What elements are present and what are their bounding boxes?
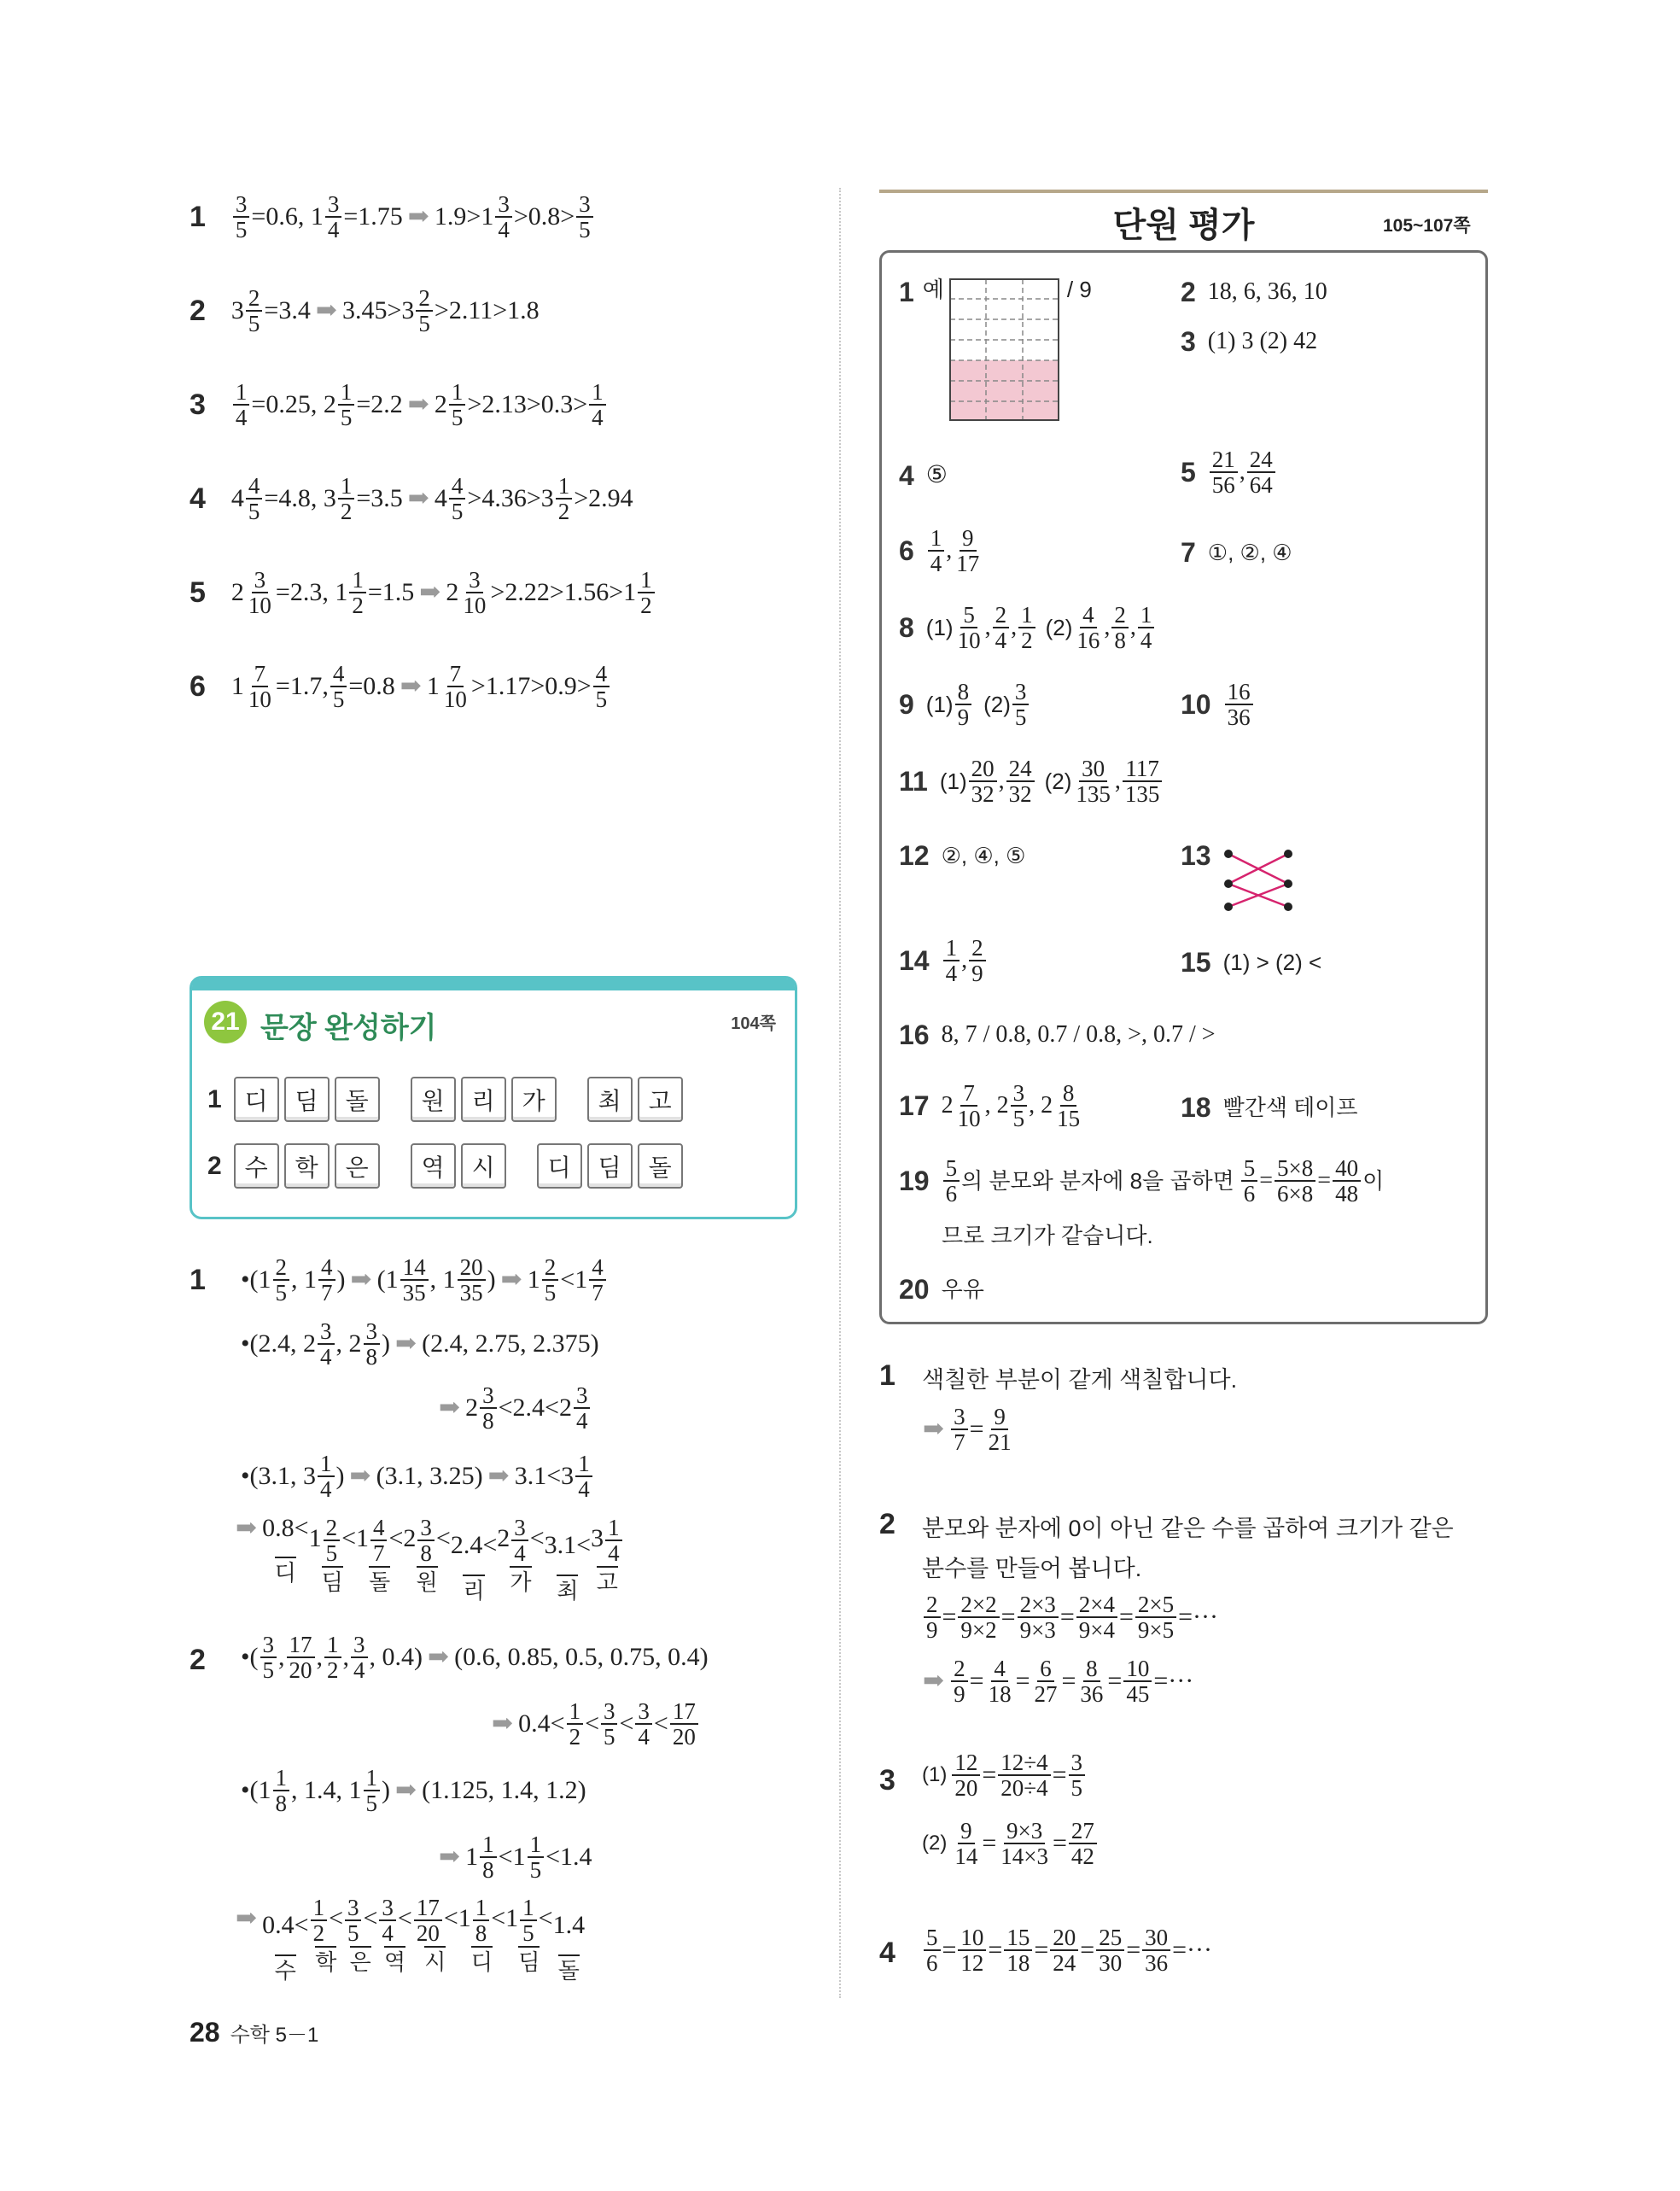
eval-q9: 9 (1) 8 9 (2) 3 5 (899, 680, 1030, 730)
explanation-3-2: (2) 9 14 = 9×3 14×3 = 27 42 (922, 1819, 1099, 1869)
answer-row-3: 3 1 4 =0.25, 2 1 5 =2.2 ➡ 2 1 5 >2.13>0.3> 1 4 (190, 380, 608, 430)
tile-row-2: 2 수 학 은 역 시 디 딤 돌 (207, 1143, 714, 1189)
eval-q1: 1 예 / 9 (899, 278, 1092, 422)
eval-q20: 20 우유 (899, 1274, 984, 1305)
tile-row-1: 1 디 딤 돌 원 리 가 최 고 (207, 1077, 714, 1122)
eval-q3: 3 (1) 3 (2) 42 (1181, 326, 1318, 357)
section-page-ref: 104쪽 (731, 1014, 776, 1033)
explanation-2a: 분모와 분자에 0이 아닌 같은 수를 곱하여 크기가 같은 (922, 1516, 1454, 1541)
tile: 리 (461, 1077, 506, 1122)
explanation-2-eq2: ➡ 2 9 = 4 18 = 6 27 = 8 36 = 10 45 =··· (923, 1656, 1194, 1708)
tile: 은 (335, 1143, 380, 1189)
eval-top-bar (879, 190, 1488, 193)
eval-q17: 17 2 7 10 , 2 3 5 , 2 8 15 (899, 1080, 1081, 1132)
explanation-1: 색칠한 부분이 같게 색칠합니다. (922, 1367, 1238, 1393)
tile: 돌 (638, 1143, 683, 1189)
sol1-line-3: ➡ 2 3 8 <2.4<2 3 4 (434, 1383, 592, 1434)
explanation-4: 5 6 = 10 12 = 15 18 = 20 24 = 25 30 = 30 36 =··· (922, 1925, 1212, 1976)
tile: 딤 (284, 1077, 330, 1122)
sol1-line-2: •(2.4, 2 3 4 , 2 3 8 ) ➡ (2.4, 2.75, 2.375) (241, 1318, 599, 1370)
section-21-box (190, 976, 797, 1219)
sol1-line-4: •(3.1, 3 1 4 ) ➡ (3.1, 3.25) ➡ 3.1<3 1 4 (241, 1452, 594, 1502)
explanation-2b: 분수를 만들어 봅니다. (922, 1556, 1142, 1581)
tile: 디 (234, 1077, 279, 1122)
eval-q13: 13 (1181, 842, 1297, 914)
answer-row-1: 1 3 5 =0.6, 1 3 4 =1.75 ➡ 1.9>1 3 4 >0.8> 3 5 (190, 192, 595, 242)
tile: 디 (537, 1143, 582, 1189)
eval-title: 단원 평가 (1112, 207, 1255, 244)
eval-q18: 18 빨간색 테이프 (1181, 1092, 1358, 1123)
eval-q5: 5 21 56 , 24 64 (1181, 447, 1277, 498)
tile: 수 (234, 1143, 279, 1189)
tile: 가 (511, 1077, 557, 1122)
page-footer (190, 2017, 318, 2048)
eval-q19-cont: 므로 크기가 같습니다. (942, 1223, 1153, 1248)
tile: 역 (411, 1143, 456, 1189)
eval-q15: 15 (1) > (2) < (1181, 947, 1322, 978)
sol2-line-1: •( 3 5 , 17 20 , 1 2 , 3 4 , 0.4) ➡ (0.6, 0.85, 0.5, 0.75, 0.4) (241, 1632, 709, 1684)
section-badge: 21 (204, 1001, 247, 1043)
eval-q4: 4 ⑤ (899, 460, 948, 491)
sol2-line-2: ➡ 0.4< 1 2 < 3 5 < 3 4 < 17 20 (487, 1699, 700, 1750)
sol2-line-4: ➡ 1 1 8 <1 1 5 <1.4 (439, 1832, 592, 1884)
subject-label: 수학 5－1 (230, 2024, 319, 2047)
eval-q2: 2 18, 6, 36, 10 (1181, 277, 1327, 307)
section-title: 문장 완성하기 (260, 1012, 437, 1044)
tile: 딤 (587, 1143, 633, 1189)
eval-q11: 11 (1) 20 32 , 24 32 (2) 30 135 , 117 135 (899, 757, 1164, 807)
answer-row-2: 2 3 2 5 =3.4 ➡ 3.45>3 2 5 >2.11>1.8 (190, 285, 540, 337)
column-divider (839, 188, 841, 1998)
page-number: 28 (190, 2017, 220, 2048)
answer-row-5: 5 2 3 10 =2.3, 1 1 2 =1.5 ➡ 2 3 10 >2.22>1.56>1 1 2 (190, 568, 656, 618)
eval-q14: 14 1 4 , 2 9 (899, 936, 988, 986)
tile: 돌 (335, 1077, 380, 1122)
eval-q8: 8 (1) 5 10 , 2 4 , 1 2 (2) 4 16 , 2 8 , 1 4 (899, 603, 1156, 653)
eval-answer-box (879, 250, 1488, 1324)
eval-q7: 7 ①, ②, ④ (1181, 537, 1292, 568)
tile: 최 (587, 1077, 633, 1122)
eval-q10: 10 16 36 (1181, 680, 1255, 730)
tile: 고 (638, 1077, 683, 1122)
shaded-grid-diagram (949, 278, 1060, 422)
eval-q19: 19 5 6 의 분모와 분자에 8을 곱하면 5 6 = 5×8 6×8 = 40 48 이 (899, 1155, 1385, 1207)
section-header-bar (192, 979, 795, 990)
explanation-1-eq: ➡ 3 7 = 9 21 (923, 1404, 1012, 1456)
sol1-final: ➡ 0.8< 디 1 $\frac{2}{5}$ < 딤 1 $\frac{4}{7}$ < 돌 2 $\frac{3}{8}$ < 원 2.4< 리 2 $\frac{3}{4}$ < 가 3.1< 최 3 $\frac{1}{4}$ 고 (230, 1516, 624, 1602)
eval-pages: 105~107쪽 (1383, 216, 1471, 236)
tile: 원 (411, 1077, 456, 1122)
eval-q6: 6 1 4 , 9 17 (899, 525, 980, 577)
matching-lines-diagram (1220, 845, 1297, 914)
sol1-line-1: •(1 2 5 , 1 4 7 ) ➡ (1 14 35 , 1 20 35 ) ➡ 1 2 5 <1 4 7 (241, 1255, 608, 1306)
sol2-line-3: •(1 1 8 , 1.4, 1 1 5 ) ➡ (1.125, 1.4, 1.2) (241, 1765, 586, 1817)
eval-q12: 12 ②, ④, ⑤ (899, 840, 1026, 871)
explanation-2-eq1: 2 9 = 2×2 9×2 = 2×3 9×3 = 2×4 9×4 = 2×5 9×5 =··· (922, 1592, 1218, 1643)
answer-row-4: 4 4 4 5 =4.8, 3 1 2 =3.5 ➡ 4 4 5 >4.36>3 1 2 >2.94 (190, 473, 633, 525)
sol2-final: ➡ 0.4< 수 $\frac{1}{2}$ < 학 $\frac{3}{5}$ < 은 $\frac{3}{4}$ < 역 $\frac{17}{20}$ < 시 1 $\frac{1}{8}$ < 디 1 $\frac{1}{5}$ < 딤 1.4 돌 (236, 1895, 586, 1984)
eval-q16: 16 8, 7 / 0.8, 0.7 / 0.8, >, 0.7 / > (899, 1020, 1216, 1050)
tile: 학 (284, 1143, 330, 1189)
explanation-3-1: (1) 12 20 = 12÷4 20÷4 = 3 5 (922, 1750, 1087, 1801)
answer-row-6: 6 1 7 10 =1.7, 4 5 =0.8 ➡ 1 7 10 >1.17>0.9> 4 5 (190, 662, 611, 712)
tile: 시 (461, 1143, 506, 1189)
